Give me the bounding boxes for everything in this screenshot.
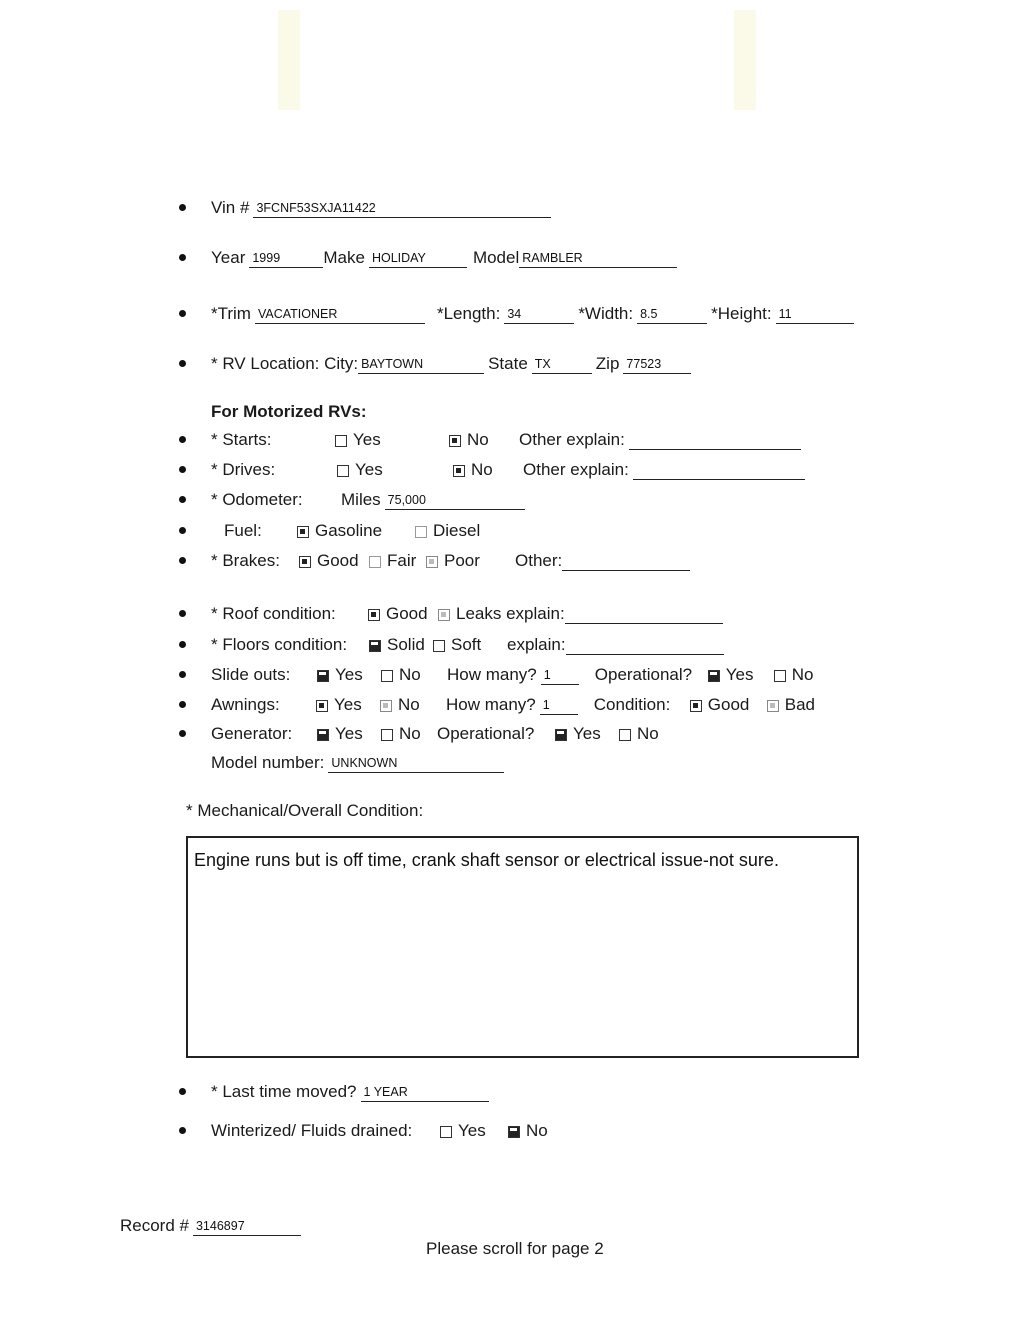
slide-outs-how-many-label: How many?: [447, 665, 537, 684]
vin-row: [183, 193, 555, 223]
fuel-diesel-checkbox[interactable]: [415, 526, 427, 538]
state-field[interactable]: [532, 354, 592, 374]
floors-explain-field[interactable]: [566, 635, 724, 655]
make-value: HOLIDAY: [371, 250, 426, 265]
odometer-row: [183, 485, 529, 515]
slide-outs-operational-label: Operational?: [594, 665, 693, 684]
bullet: [179, 496, 186, 503]
year-label: Year: [211, 248, 246, 267]
fuel-gasoline-checkbox[interactable]: [297, 526, 309, 538]
mechanical-condition-box[interactable]: [186, 836, 859, 1058]
model-number-label: Model number:: [211, 753, 325, 772]
model-number-field[interactable]: [328, 753, 504, 773]
model-value: RAMBLER: [522, 250, 583, 265]
zip-label: Zip: [595, 354, 620, 373]
make-field[interactable]: [369, 248, 467, 268]
generator-label: Generator:: [211, 724, 293, 743]
awnings-count: 1: [542, 697, 550, 712]
record-field[interactable]: [193, 1216, 301, 1236]
drives-no-checkbox[interactable]: [453, 465, 465, 477]
miles-label: Miles: [341, 490, 381, 509]
bullet: [179, 557, 186, 564]
length-label: *Length:: [436, 304, 501, 323]
generator-row: [183, 719, 659, 749]
fuel-gasoline-label: Gasoline: [315, 521, 383, 540]
drives-label: * Drives:: [211, 460, 276, 479]
starts-no-checkbox[interactable]: [449, 435, 461, 447]
year-make-model-row: [183, 243, 681, 273]
roof-leaks-label: Leaks explain:: [456, 604, 565, 623]
width-field[interactable]: [637, 304, 707, 324]
slide-outs-yes-checkbox[interactable]: [317, 670, 329, 682]
winterized-no-checkbox[interactable]: [508, 1126, 520, 1138]
brakes-good-checkbox[interactable]: [299, 556, 311, 568]
drives-yes-checkbox[interactable]: [337, 465, 349, 477]
bullet: [179, 610, 186, 617]
fuel-row: [183, 516, 480, 546]
roof-good-checkbox[interactable]: [368, 609, 380, 621]
motorized-heading: For Motorized RVs:: [211, 402, 367, 421]
bullet: [179, 527, 186, 534]
trim-value: VACATIONER: [257, 306, 338, 321]
bullet: [179, 701, 186, 708]
slide-outs-label: Slide outs:: [211, 665, 291, 684]
location-row: [183, 349, 695, 379]
starts-yes-checkbox[interactable]: [335, 435, 347, 447]
bullet: [179, 641, 186, 648]
mechanical-label: * Mechanical/Overall Condition:: [186, 801, 424, 820]
winterized-row: [183, 1116, 548, 1146]
bullet: [179, 1088, 186, 1095]
floors-row: [183, 630, 728, 660]
generator-no-checkbox[interactable]: [381, 729, 393, 741]
generator-yes-label: Yes: [335, 724, 363, 743]
slide-outs-operational-no-label: No: [791, 665, 814, 684]
brakes-row: [183, 546, 694, 576]
generator-operational-no-checkbox[interactable]: [619, 729, 631, 741]
vin-field[interactable]: [253, 198, 551, 218]
winterized-yes-checkbox[interactable]: [440, 1126, 452, 1138]
slide-outs-yes-label: Yes: [335, 665, 363, 684]
floors-label: * Floors condition:: [211, 635, 348, 654]
footer-text: Please scroll for page 2: [426, 1239, 604, 1258]
starts-no-label: No: [467, 430, 489, 449]
roof-good-label: Good: [386, 604, 428, 623]
model-label: Model: [472, 248, 520, 267]
state-label: State: [488, 354, 528, 373]
last-moved-value: 1 YEAR: [363, 1084, 408, 1099]
winterized-yes-label: Yes: [458, 1121, 486, 1140]
floors-solid-label: Solid: [387, 635, 425, 654]
width-label: *Width:: [578, 304, 634, 323]
awnings-count-field[interactable]: [540, 695, 578, 715]
starts-yes-label: Yes: [353, 430, 381, 449]
generator-operational-label: Operational?: [437, 724, 535, 743]
miles-value: 75,000: [387, 492, 426, 507]
generator-yes-checkbox[interactable]: [317, 729, 329, 741]
floors-solid-checkbox[interactable]: [369, 640, 381, 652]
slide-outs-no-label: No: [399, 665, 421, 684]
height-value: 11: [778, 306, 792, 321]
starts-row: [183, 425, 805, 455]
drives-other-label: Other explain:: [523, 460, 629, 479]
drives-row: [183, 455, 809, 485]
slide-outs-no-checkbox[interactable]: [381, 670, 393, 682]
awnings-label: Awnings:: [211, 695, 280, 714]
winterized-label: Winterized/ Fluids drained:: [211, 1121, 413, 1140]
brakes-good-label: Good: [317, 551, 359, 570]
brakes-poor-label: Poor: [444, 551, 480, 570]
state-value: TX: [534, 356, 551, 371]
city-field[interactable]: [358, 354, 484, 374]
generator-operational-yes-checkbox[interactable]: [555, 729, 567, 741]
record-label: Record #: [120, 1216, 189, 1235]
awnings-good-label: Good: [707, 695, 750, 714]
zip-value: 77523: [626, 356, 662, 371]
generator-no-label: No: [399, 724, 421, 743]
location-label: * RV Location: City:: [211, 354, 359, 373]
bullet: [179, 204, 186, 211]
scan-artifact: [278, 10, 300, 110]
slide-outs-row: [183, 660, 814, 690]
last-moved-field[interactable]: [361, 1082, 489, 1102]
dimensions-row: [183, 299, 858, 329]
slide-outs-operational-yes-checkbox[interactable]: [708, 670, 720, 682]
bullet: [179, 730, 186, 737]
brakes-other-label: Other:: [515, 551, 563, 570]
awnings-no-checkbox[interactable]: [380, 700, 392, 712]
record-value: 3146897: [195, 1218, 245, 1233]
slide-outs-operational-no-checkbox[interactable]: [774, 670, 786, 682]
floors-soft-checkbox[interactable]: [433, 640, 445, 652]
mechanical-condition-text: Engine runs but is off time, crank shaft sensor or electrical issue-not sure.: [194, 850, 779, 870]
year-value: 1999: [252, 250, 281, 265]
slide-outs-count: 1: [543, 667, 551, 682]
floors-soft-label: Soft: [451, 635, 482, 654]
last-moved-label: * Last time moved?: [211, 1082, 357, 1101]
generator-operational-no-label: No: [637, 724, 659, 743]
floors-explain-label: explain:: [507, 635, 566, 654]
miles-field[interactable]: [385, 490, 525, 510]
city-value: BAYTOWN: [361, 356, 424, 371]
slide-outs-count-field[interactable]: [541, 665, 579, 685]
year-field[interactable]: [249, 248, 323, 268]
brakes-fair-checkbox[interactable]: [369, 556, 381, 568]
awnings-row: [183, 690, 815, 720]
bullet: [179, 436, 186, 443]
record-row: [120, 1211, 305, 1241]
vin-value: 3FCNF53SXJA11422: [256, 200, 376, 215]
awnings-how-many-label: How many?: [446, 695, 536, 714]
fuel-label: Fuel:: [224, 521, 262, 540]
trim-field[interactable]: [255, 304, 425, 324]
model-field[interactable]: [519, 248, 677, 268]
awnings-bad-label: Bad: [784, 695, 816, 714]
roof-explain-field[interactable]: [565, 604, 723, 624]
roof-leaks-checkbox[interactable]: [438, 609, 450, 621]
model-number-row: [211, 748, 508, 778]
slide-outs-operational-yes-label: Yes: [725, 665, 754, 684]
model-number-value: UNKNOWN: [331, 755, 398, 770]
starts-other-label: Other explain:: [519, 430, 625, 449]
generator-operational-yes-label: Yes: [573, 724, 601, 743]
width-value: 8.5: [640, 306, 658, 321]
bullet: [179, 1127, 186, 1134]
awnings-yes-checkbox[interactable]: [316, 700, 328, 712]
scan-artifact: [734, 10, 756, 110]
vin-label: Vin #: [211, 198, 250, 217]
brakes-fair-label: Fair: [387, 551, 417, 570]
trim-label: *Trim: [211, 304, 251, 323]
drives-other-field[interactable]: [633, 460, 805, 480]
brakes-label: * Brakes:: [211, 551, 280, 570]
height-field[interactable]: [776, 304, 854, 324]
starts-label: * Starts:: [211, 430, 272, 449]
drives-yes-label: Yes: [355, 460, 383, 479]
roof-label: * Roof condition:: [211, 604, 336, 623]
awnings-good-checkbox[interactable]: [690, 700, 702, 712]
height-label: *Height:: [711, 304, 772, 323]
awnings-no-label: No: [398, 695, 420, 714]
awnings-yes-label: Yes: [334, 695, 362, 714]
bullet: [179, 310, 186, 317]
odometer-label: * Odometer:: [211, 490, 303, 509]
brakes-poor-checkbox[interactable]: [426, 556, 438, 568]
winterized-no-label: No: [526, 1121, 548, 1140]
length-value: 34: [507, 306, 522, 321]
drives-no-label: No: [471, 460, 493, 479]
length-field[interactable]: [504, 304, 574, 324]
awnings-bad-checkbox[interactable]: [767, 700, 779, 712]
starts-other-field[interactable]: [629, 430, 801, 450]
last-moved-row: [183, 1077, 493, 1107]
bullet: [179, 254, 186, 261]
make-label: Make: [323, 248, 365, 267]
bullet: [179, 466, 186, 473]
bullet: [179, 671, 186, 678]
roof-row: [183, 599, 727, 629]
awnings-condition-label: Condition:: [593, 695, 671, 714]
bullet: [179, 360, 186, 367]
zip-field[interactable]: [623, 354, 691, 374]
brakes-other-field[interactable]: [562, 551, 690, 571]
fuel-diesel-label: Diesel: [433, 521, 481, 540]
